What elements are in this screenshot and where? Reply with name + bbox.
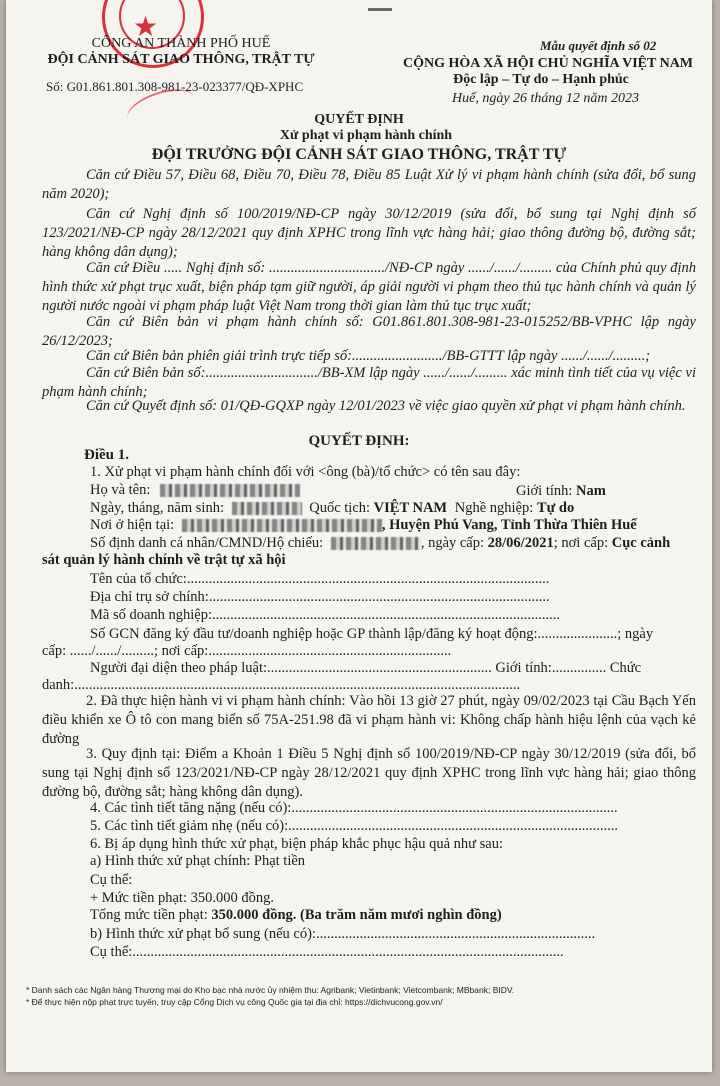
id-place-label: ; nơi cấp:	[553, 535, 609, 551]
mitigating-label: 5. Các tình tiết giảm nhẹ (nếu có):	[90, 818, 289, 834]
org-tax-row: Mã số doanh nghiệp:................................................................................................	[90, 607, 561, 623]
id-issue-date: 28/06/2021	[487, 535, 554, 551]
basis-5: Căn cứ Biên bản phiên giải trình trực tiếp số:........................./BB-GTTT lập ngày ....../....../.........;	[86, 348, 651, 364]
basis-4: Căn cứ Biên bản vi phạm hành chính số: G01.861.801.308-981-23-015252/BB-VPHC lập ngày 26/12/2023;	[42, 314, 696, 349]
seal-star-icon: ★	[133, 12, 159, 43]
org-rep-gender-dots: ...............	[551, 660, 607, 676]
id-place-value: Cục cảnh	[611, 535, 671, 551]
country-name: CỘNG HÒA XÃ HỘI CHỦ NGHĨA VIỆT NAM	[403, 56, 694, 71]
agency-name: ĐỘI CẢNH SÁT GIAO THÔNG, TRẬT TỰ	[47, 52, 315, 67]
occupation-label: Nghề nghiệp:	[454, 500, 534, 516]
document-title: QUYẾT ĐỊNH	[314, 112, 404, 127]
residence-value: , Huyện Phú Vang, Tỉnh Thừa Thiên Huế	[381, 517, 637, 533]
measures-text: 6. Bị áp dụng hình thức xử phạt, biện pháp khắc phục hậu quả như sau:	[90, 836, 503, 852]
basis-7: Căn cứ Quyết định số: 01/QĐ-GQXP ngày 12/01/2023 về việc giao quyền xử phạt vi phạm hành chính.	[86, 398, 686, 414]
id-row	[90, 535, 670, 552]
residence-row	[90, 517, 637, 534]
aggravating-label: 4. Các tình tiết tăng nặng (nếu có):	[90, 800, 292, 816]
gender-value: Nam	[576, 483, 606, 499]
redacted-address	[182, 519, 382, 532]
article-1-label: Điều 1.	[84, 447, 129, 463]
org-rep-row: Người đại diện theo pháp luật:.............................................................. Giới tính:............... Chức	[90, 660, 642, 676]
additional-row: b) Hình thức xử phạt bổ sung (nếu có):.............................................................................	[90, 926, 596, 942]
org-license-tail: ; ngày	[617, 626, 654, 642]
gender-label: Giới tính:	[516, 483, 573, 499]
issuing-authority: ĐỘI TRƯỞNG ĐỘI CẢNH SÁT GIAO THÔNG, TRẬT TỰ	[151, 146, 567, 163]
org-name-row: Tên của tổ chức:....................................................................................................	[90, 571, 550, 587]
violation-text: 2. Đã thực hiện hành vi vi phạm hành chính: Vào hồi 13 giờ 27 phút, ngày 09/02/2023 tại Cầu Bạch Yến điều khiển xe Ô tô con mang biển số 75A-251.98 đã vi phạm hành vi: Không chấp hành hiệu lệnh của vạch kẻ đường	[42, 693, 696, 747]
dob-row	[90, 500, 574, 517]
org-rep-label: Người đại diện theo pháp luật:	[90, 660, 268, 676]
article-1-intro: 1. Xử phạt vi phạm hành chính đối với <ông (bà)/tổ chức> có tên sau đây:	[90, 464, 521, 480]
aggravating-row: 4. Các tình tiết tăng nặng (nếu có):..........................................................................................	[90, 800, 618, 816]
total-label: Tổng mức tiền phạt:	[90, 907, 208, 923]
mitigating-row: 5. Các tình tiết giảm nhẹ (nếu có):...........................................................................................	[90, 818, 618, 834]
org-address-label: Địa chỉ trụ sở chính:	[90, 589, 209, 605]
doc-number: Số: G01.861.801.308-981-23-023377/QĐ-XPHC	[46, 79, 304, 94]
occupation-value: Tự do	[536, 500, 575, 516]
page-mark	[368, 8, 392, 11]
nationality-value: VIỆT NAM	[373, 500, 448, 516]
org-license-label: Số GCN đăng ký đầu tư/doanh nghiệp hoặc GP thành lập/đăng ký hoạt động:	[90, 626, 538, 642]
org-rep-gender-label: Giới tính:	[495, 660, 552, 676]
org-issue-row: cấp: ....../....../.........; nơi cấp:...................................................................	[42, 643, 452, 659]
residence-label: Nơi ở hiện tại:	[90, 517, 175, 533]
name-label: Họ và tên:	[90, 482, 151, 498]
agency-parent: CÔNG AN THÀNH PHỐ HUẾ	[91, 36, 271, 51]
org-rep-title-label-2: danh:	[42, 677, 75, 693]
detail-row-2: Cụ thể:.......................................................................................................................	[90, 944, 564, 960]
document-subtitle: Xử phạt vi phạm hành chính	[279, 128, 453, 143]
footnote-online-payment: * Để thực hiện nộp phạt trực tuyến, truy cập Cổng Dịch vụ công Quốc gia tại địa chỉ: https://dichvucong.gov.vn/	[26, 997, 443, 1007]
org-address-row: Địa chỉ trụ sở chính:..............................................................................................	[90, 589, 550, 605]
total-row	[90, 907, 502, 924]
place-date: Huế, ngày 26 tháng 12 năm 2023	[452, 91, 640, 106]
id-label: Số định danh cá nhân/CMND/Hộ chiếu:	[90, 535, 324, 551]
gender-row	[516, 483, 606, 500]
org-license-row: Số GCN đăng ký đầu tư/doanh nghiệp hoặc GP thành lập/đăng ký hoạt động:......................; ngày	[90, 626, 654, 642]
decision-heading: QUYẾT ĐỊNH:	[308, 433, 410, 449]
basis-1: Căn cứ Điều 57, Điều 68, Điều 70, Điều 78, Điều 85 Luật Xử lý vi phạm hành chính (sửa đổi, bổ sung năm 2020);	[42, 167, 696, 202]
additional-label: b) Hình thức xử phạt bổ sung (nếu có):	[90, 926, 316, 942]
dob-label: Ngày, tháng, năm sinh:	[90, 500, 224, 516]
detail-label-2: Cụ thể:	[90, 944, 133, 960]
org-issue-label: cấp: ....../....../.........; nơi cấp:	[42, 643, 209, 659]
name-row	[90, 482, 300, 499]
total-value: 350.000 đồng. (Ba trăm năm mươi nghìn đồng)	[211, 907, 502, 923]
id-place-value-cont: sát quản lý hành chính về trật tự xã hội	[42, 552, 286, 568]
basis-3: Căn cứ Điều ..... Nghị định số: ................................/NĐ-CP ngày ....../....../......... của Chính phủ quy định hình thức xử phạt trục xuất, biện pháp tạm giữ người, áp giải người vi phạm theo thủ tục hành chính và quản lý người nước ngoài vi phạm pháp luật Việt Nam trong thời gian làm thủ tục trục xuất;	[42, 260, 696, 314]
org-rep-title-row: danh:...........................................................................................................................	[42, 677, 521, 693]
footnote-banks: * Danh sách các Ngân hàng Thương mại do Kho bạc nhà nước ủy nhiệm thu: Agribank; Vietinbank; Vietcombank; MBbank; BIDV.	[26, 985, 515, 995]
org-name-label: Tên của tổ chức:	[90, 571, 187, 587]
regulation-text: 3. Quy định tại: Điểm a Khoản 1 Điều 5 Nghị định số 100/2019/NĐ-CP ngày 30/12/2019 (sửa đổi, bổ sung tại Nghị định số 123/2021/NĐ-CP ngày 28/12/2021 quy định XPHC trong lĩnh vực hàng hải; giao thông đường bộ, đường sắt; hàng không dân dụng).	[42, 746, 696, 800]
form-label: Mẫu quyết định số 02	[540, 38, 657, 53]
motto: Độc lập – Tự do – Hạnh phúc	[453, 72, 629, 87]
redacted-dob	[232, 502, 302, 515]
main-penalty: a) Hình thức xử phạt chính: Phạt tiền	[90, 853, 306, 869]
basis-2: Căn cứ Nghị định số 100/2019/NĐ-CP ngày 30/12/2019 (sửa đổi, bổ sung tại Nghị định số 123/2021/NĐ-CP ngày 28/12/2021 quy định XPHC trong lĩnh vực hàng hải; giao thông đường bộ, đường sắt; hàng không dân dụng);	[42, 206, 696, 260]
detail-label: Cụ thể:	[90, 872, 133, 888]
redacted-id	[331, 537, 421, 550]
org-tax-label: Mã số doanh nghiệp:	[90, 607, 213, 623]
fine-line: + Mức tiền phạt: 350.000 đồng.	[90, 890, 274, 906]
id-issue-label: , ngày cấp:	[420, 535, 485, 551]
redacted-name	[160, 484, 300, 497]
nationality-label: Quốc tịch:	[309, 500, 371, 516]
document-page	[6, 0, 712, 1072]
org-rep-title-label: Chức	[609, 660, 642, 676]
basis-6: Căn cứ Biên bản số:.............................../BB-XM lập ngày ....../....../......... xác minh tình tiết của vụ việc vi phạm hành chính;	[42, 365, 696, 400]
